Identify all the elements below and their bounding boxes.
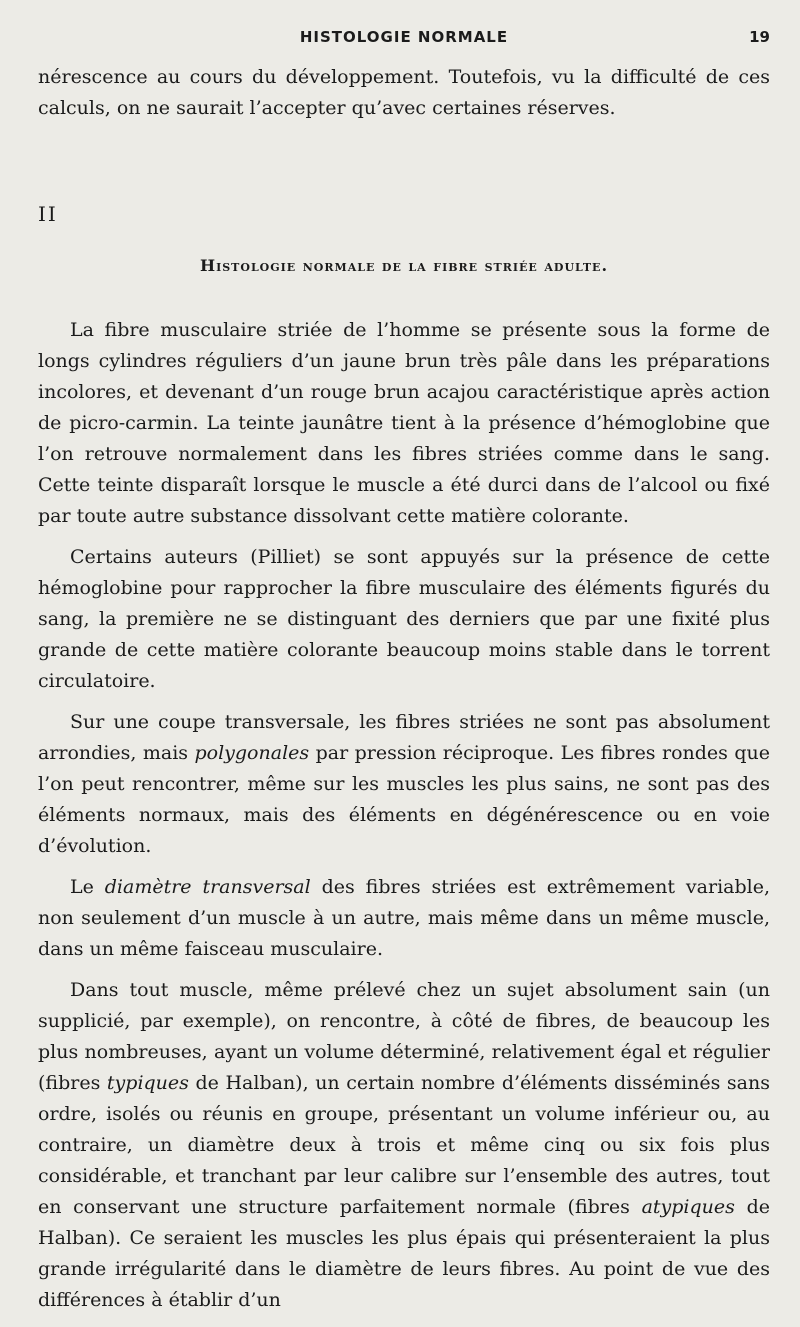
paragraph-5-italic-1: typiques <box>106 1072 189 1094</box>
page-number: 19 <box>749 28 770 46</box>
running-header <box>38 28 770 54</box>
section-number: II <box>38 202 58 226</box>
carryover-paragraph: nérescence au cours du développement. Toutefois, vu la difficulté de ces calculs, on ne saurait l’accepter qu’avec certaines réserves. <box>38 66 770 119</box>
paragraph-5 <box>38 975 770 1316</box>
paragraph-4 <box>38 872 770 965</box>
paragraph-5-text-2: de Halban), un certain nombre d’éléments disséminés sans ordre, isolés ou réunis en groupe, présentant un volume inférieur ou, au contraire, un diamètre deux à trois et même cinq ou six fois plus considérable, et tranchant par leur calibre sur l’ensemble des autres, tout en conservant une structure parfaitement normale (fibres <box>38 1072 770 1218</box>
paragraph-4-italic: diamètre transversal <box>104 876 311 898</box>
paragraph-5-text-1: Dans tout muscle, même prélevé chez un sujet absolument sain (un supplicié, par exemple), on rencontre, à côté de fibres, de beaucoup les plus nombreuses, ayant un volume déterminé, relativement égal et régulier (fibres <box>38 979 770 1094</box>
page-body <box>38 62 770 1316</box>
running-title: HISTOLOGIE NORMALE <box>299 28 509 46</box>
paragraph-2: Certains auteurs (Pilliet) se sont appuyés sur la présence de cette hémoglobine pour rapprocher la fibre musculaire des éléments figurés du sang, la première ne se distinguant des derniers que par une fixité plus grande de cette matière colorante beaucoup moins stable dans le torrent circulatoire. <box>38 546 770 692</box>
section-title: Histologie normale de la fibre striée adulte. <box>199 256 609 275</box>
paragraph-3-italic: polygonales <box>194 742 310 764</box>
paragraph-3-text-1: Sur une coupe transversale, les fibres striées ne sont pas absolument arrondies, mais <box>38 711 770 764</box>
paragraph-3-text-2: par pression réciproque. Les fibres rondes que l’on peut rencontrer, même sur les muscles les plus sains, ne sont pas des éléments normaux, mais des éléments en dégénérescence ou en voie d’évolution. <box>38 742 770 857</box>
paragraph-3 <box>38 707 770 862</box>
paragraph-1: La fibre musculaire striée de l’homme se présente sous la forme de longs cylindres réguliers d’un jaune brun très pâle dans les préparations incolores, et devenant d’un rouge brun acajou caractéristique après action de picro-carmin. La teinte jaunâtre tient à la présence d’hémoglobine que l’on retrouve normalement dans les fibres striées comme dans le sang. Cette teinte disparaît lorsque le muscle a été durci dans de l’alcool ou fixé par toute autre substance dissolvant cette matière colorante. <box>38 319 770 527</box>
paragraph-5-italic-2: atypiques <box>641 1196 735 1218</box>
paragraph-4-text-2: des fibres striées est extrêmement variable, non seulement d’un muscle à un autre, mais même dans un même muscle, dans un même faisceau musculaire. <box>38 876 771 960</box>
paragraph-4-text-1: Le <box>70 876 105 898</box>
paragraph-5-text-3: de Halban). Ce seraient les muscles les plus épais qui présenteraient la plus grande irrégularité dans le diamètre de leurs fibres. Au point de vue des différences à établir d’un <box>38 1196 770 1311</box>
